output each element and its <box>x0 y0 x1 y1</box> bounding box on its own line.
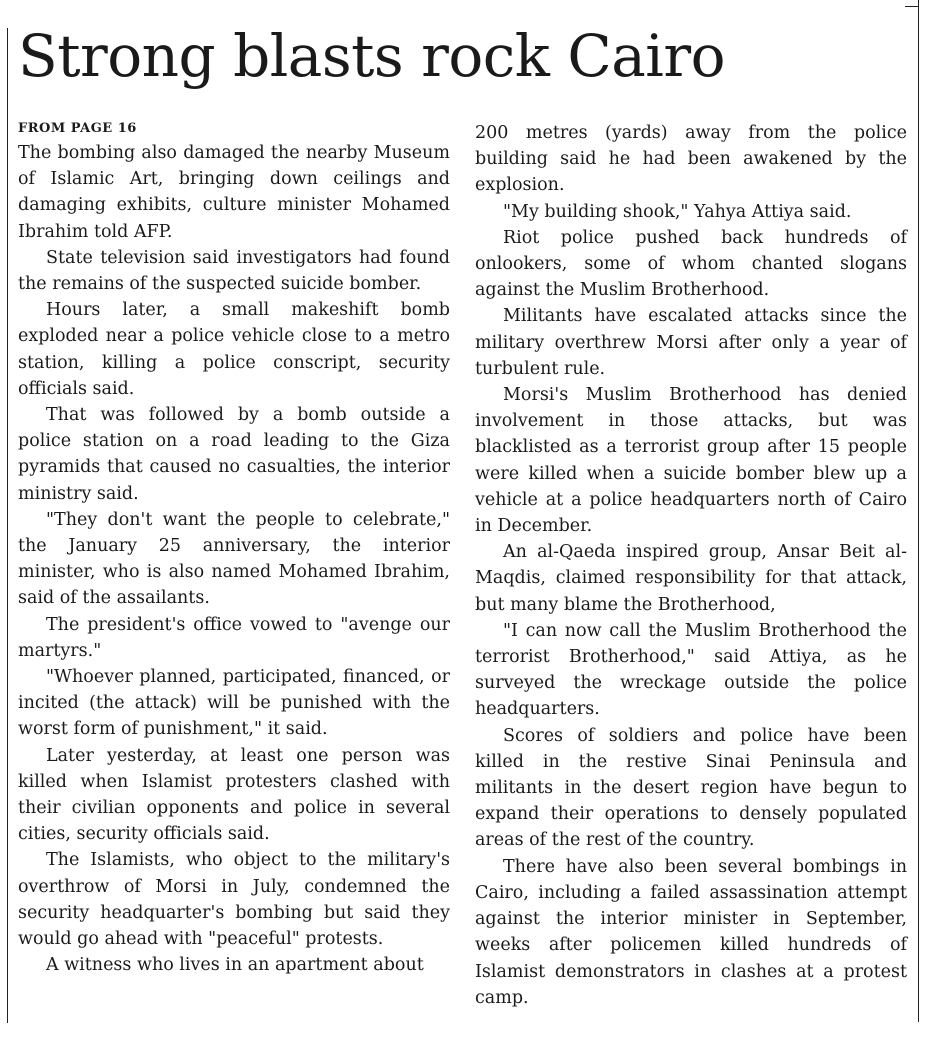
paragraph: Morsi's Muslim Brotherhood has denied involvement in those attacks, but was blacklisted as a terrorist group after 15 people were killed when a suicide bomber blew up a vehicle at a police headquarters north of Cairo in December. <box>475 385 907 537</box>
paragraph: The bombing also damaged the nearby Museum of Islamic Art, bringing down ceilings and damaging exhibits, culture minister Mohamed Ibrahim told AFP. <box>18 143 450 242</box>
left-column <box>18 118 450 979</box>
paragraph: "I can now call the Muslim Brotherhood the terrorist Brotherhood," said Attiya, as he surveyed the wreckage outside the police headquarters. <box>475 620 907 720</box>
paragraph: "Whoever planned, participated, financed, or incited (the attack) will be punished with the worst form of punishment," it said. <box>18 667 450 740</box>
paragraph: "They don't want the people to celebrate," the January 25 anniversary, the interior minister, who is also named Mohamed Ibrahim, said of the assailants. <box>18 509 450 609</box>
paragraph: State television said investigators had found the remains of the suspected suicide bomber. <box>18 247 450 295</box>
paragraph: Scores of soldiers and police have been killed in the restive Sinai Peninsula and militants in the desert region have begun to expand their operations to densely populated areas of the rest of the country. <box>475 725 907 851</box>
paragraph: There have also been several bombings in Cairo, including a failed assassination attempt against the interior minister in September, weeks after policemen killed hundreds of Islamist demonstrators in clashes at a protest camp. <box>475 856 907 1008</box>
clipping-top-edge <box>905 6 919 7</box>
paragraph: That was followed by a bomb outside a police station on a road leading to the Giza pyramids that caused no casualties, the interior ministry said. <box>18 405 450 504</box>
paragraph: "My building shook," Yahya Attiya said. <box>503 201 852 222</box>
paragraph: The president's office vowed to "avenge our martyrs." <box>18 614 450 661</box>
clipping-left-edge <box>7 28 8 1023</box>
paragraph: Riot police pushed back hundreds of onlookers, some of whom chanted slogans against the Muslim Brotherhood. <box>475 227 907 301</box>
jump-line: FROM PAGE 16 <box>18 121 137 136</box>
paragraph: 200 metres (yards) away from the police building said he had been awakened by the explosion. <box>475 123 907 196</box>
paragraph: Hours later, a small makeshift bomb exploded near a police vehicle close to a metro station, killing a police conscript, security officials said. <box>18 300 450 399</box>
headline: Strong blasts rock Cairo <box>18 22 725 90</box>
paragraph: An al-Qaeda inspired group, Ansar Beit al-Maqdis, claimed responsibility for that attack, but many blame the Brotherhood, <box>475 542 907 615</box>
right-column <box>475 120 907 1011</box>
paragraph: Later yesterday, at least one person was killed when Islamist protesters clashed with their civilian opponents and police in several cities, security officials said. <box>18 745 450 845</box>
clipping-right-edge <box>918 0 919 1022</box>
paragraph: Militants have escalated attacks since the military overthrew Morsi after only a year of turbulent rule. <box>475 306 907 379</box>
paragraph: The Islamists, who object to the military's overthrow of Morsi in July, condemned the security headquarter's bombing but said they would go ahead with "peaceful" protests. <box>18 850 450 950</box>
paragraph: A witness who lives in an apartment about <box>46 955 424 976</box>
